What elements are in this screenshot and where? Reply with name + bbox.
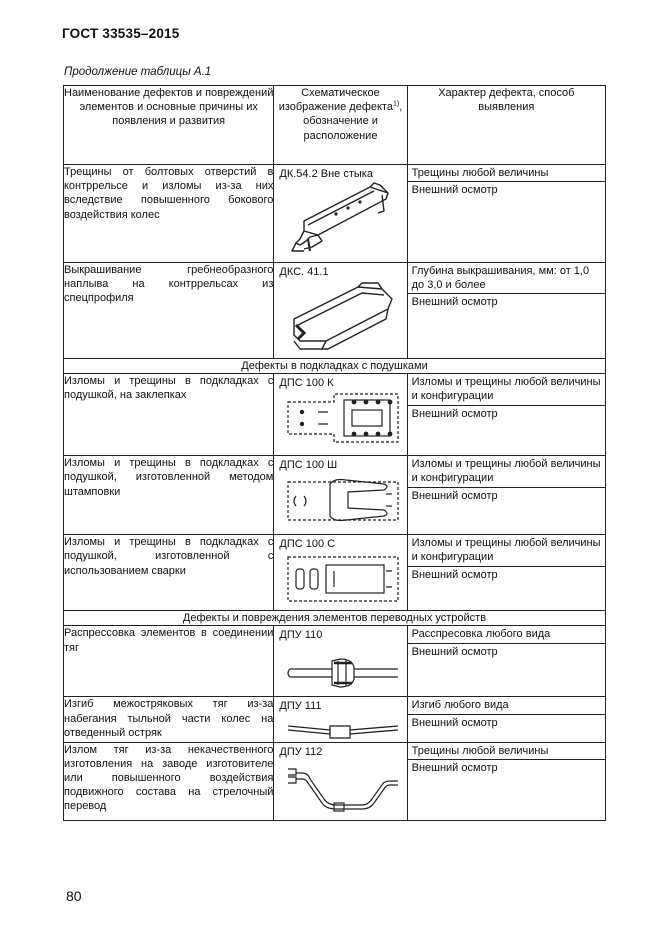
table-row [64, 626, 606, 697]
header-defect-name: Наименование дефектов и повреждений элементов и основные причины их появления и развития [64, 86, 274, 165]
section-title: Дефекты в подкладках с подушками [64, 359, 606, 374]
counter-rail-crack-drawing [274, 181, 406, 261]
section-title: Дефекты и повреждения элементов переводных устройств [64, 611, 606, 626]
defect-schematic-cell [274, 374, 407, 456]
defect-name: Распрессовка элементов в соединении тяг [64, 626, 274, 697]
defect-code: ДК.54.2 Вне стыка [279, 168, 373, 180]
table-row [64, 263, 606, 359]
header-defect-nature: Характер дефекта, способ выявления [407, 86, 605, 165]
defect-name: Изломы и трещины в подкладках с подушкой, на заклепках [64, 374, 274, 456]
defect-schematic-cell [274, 535, 407, 611]
defect-nature-cell [407, 165, 605, 263]
defect-code: ДПС 100 К [279, 377, 334, 390]
stamped-pad-plate-drawing [274, 472, 406, 532]
defect-name: Изломы и трещины в подкладках с подушкой, изготовленной с использованием сварки [64, 535, 274, 611]
defect-code: ДПУ 111 [279, 700, 322, 713]
defect-nature-cell [407, 263, 605, 359]
welded-pad-plate-drawing [274, 551, 406, 609]
defect-schematic-cell [274, 263, 407, 359]
defect-nature: Изгиб любого вида [411, 699, 509, 712]
broken-rod-drawing [274, 759, 406, 819]
defect-name: Трещины от болтовых отверстий в контррельсе и изломы из-за них вследствие повышенного бокового воздействия колес [64, 165, 274, 263]
detection-method: Внешний осмотр [408, 487, 605, 504]
detection-method: Внешний осмотр [408, 405, 605, 422]
defect-nature: Расспресовка любого вида [411, 628, 551, 641]
defect-schematic-cell [274, 742, 407, 820]
defect-nature: Трещины любой величины [411, 744, 549, 757]
defect-nature-cell [407, 626, 605, 697]
defect-code: ДПС 100 Ш [279, 459, 338, 472]
riveted-pad-plate-drawing [274, 390, 406, 452]
defect-nature-cell [407, 697, 605, 742]
header-schematic: Схематическое изображение дефекта$^{1)}$, обозначение и расположение [274, 86, 407, 165]
detection-method: Внешний осмотр [408, 714, 605, 731]
defect-nature: Изломы и трещины любой величины и конфигурации [411, 376, 601, 403]
detection-method: Внешний осмотр [408, 293, 605, 310]
document-header: ГОСТ 33535–2015 [62, 26, 180, 41]
defect-nature-cell [407, 535, 605, 611]
defect-schematic-cell [274, 697, 407, 742]
page-number: 80 [66, 888, 82, 904]
defect-nature-cell [407, 742, 605, 820]
defect-name: Изломы и трещины в подкладках с подушкой, изготовленной методом штамповки [64, 456, 274, 535]
defect-schematic-cell [274, 626, 407, 697]
table-row [64, 742, 606, 820]
defect-code: ДПУ 110 [279, 629, 323, 642]
table-header-row [64, 86, 606, 165]
detection-method: Внешний осмотр [408, 643, 605, 660]
defect-schematic-cell [274, 165, 407, 263]
defect-nature: Трещины любой величины [411, 167, 549, 179]
table-row [64, 456, 606, 535]
defect-code: ДПС 100 С [279, 538, 336, 551]
section-row [64, 359, 606, 374]
detection-method: Внешний осмотр [408, 181, 605, 198]
defect-code: ДКС. 41.1 [279, 266, 329, 278]
section-row [64, 611, 606, 626]
rod-joint-drawing [274, 643, 406, 695]
counter-rail-chipping-drawing [274, 279, 406, 357]
bent-rod-drawing [274, 714, 406, 742]
table-row [64, 165, 606, 263]
table-row [64, 374, 606, 456]
defect-name: Изгиб межостряковых тяг из-за набегания тыльной части колес на отведенный остряк [64, 697, 274, 742]
defect-nature-cell [407, 456, 605, 535]
defects-table [63, 85, 606, 821]
defect-code: ДПУ 112 [279, 745, 323, 758]
defect-schematic-cell [274, 456, 407, 535]
defect-nature-cell [407, 374, 605, 456]
table-row [64, 697, 606, 742]
table-continuation-caption: Продолжение таблицы А.1 [64, 66, 212, 78]
defect-nature: Изломы и трещины любой величины и конфигурации [411, 537, 601, 564]
table-row [64, 535, 606, 611]
defect-name: Выкрашивание гребнеобразного наплыва на контррельсах из спецпрофиля [64, 263, 274, 359]
defect-nature: Изломы и трещины любой величины и конфигурации [411, 458, 601, 485]
defect-name: Излом тяг из-за некачественного изготовления на заводе изготовителе или повышенного воздействия подвижного состава на стрелочный перевод [64, 742, 274, 820]
defect-nature: Глубина выкрашивания, мм: от 1,0 до 3,0 и более [411, 265, 590, 292]
detection-method: Внешний осмотр [408, 566, 605, 583]
detection-method: Внешний осмотр [408, 759, 605, 776]
